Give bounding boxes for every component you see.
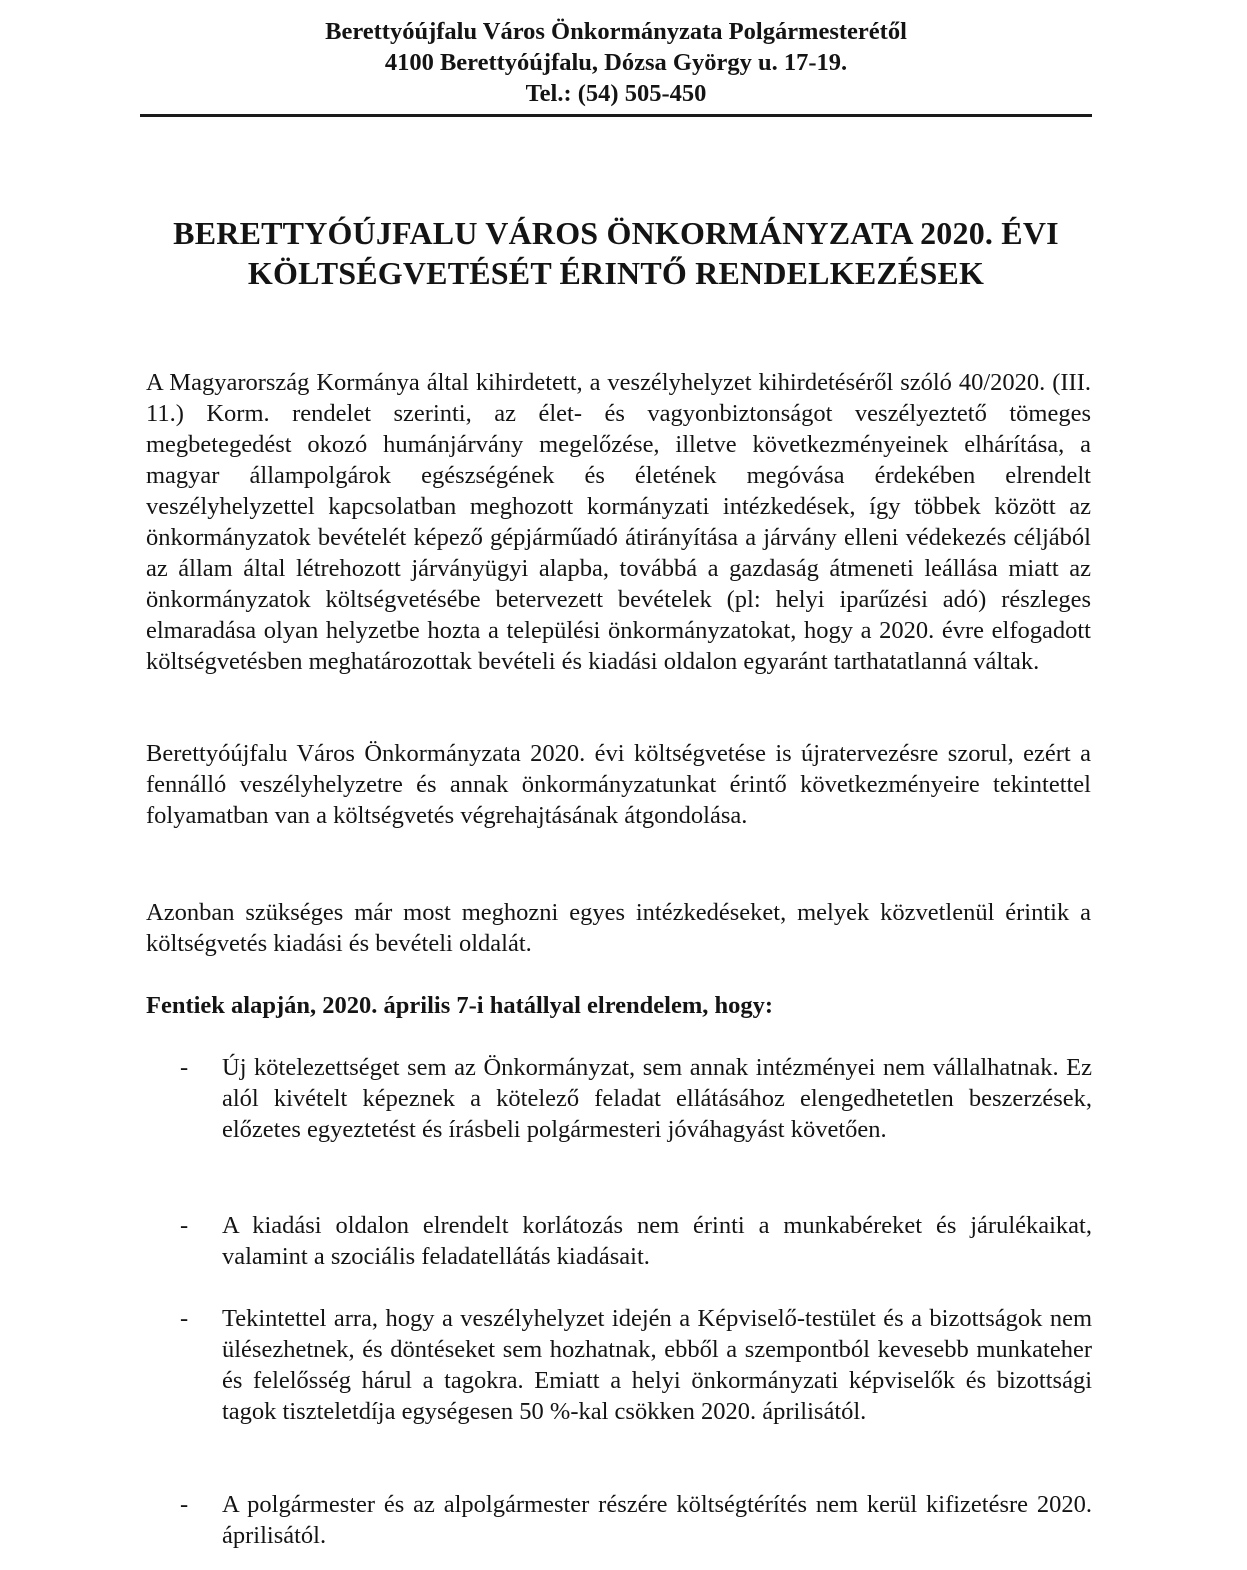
list-dash: - — [180, 1054, 189, 1081]
list-item-text: Új kötelezettséget sem az Önkormányzat, sem annak intézményei nem vállalhatnak. Ez alól kivételt képeznek a kötelező feladat ellátásához elengedhetetlen beszerzések, előzetes egyeztetést és írásbeli polgármesteri jóváhagyást követően. — [222, 1054, 1092, 1143]
letterhead — [140, 16, 1092, 109]
list-item-text: A kiadási oldalon elrendelt korlátozás nem érinti a munkabéreket és járulékaikat, valamint a szociális feladatellátás kiadásait. — [222, 1212, 1092, 1270]
list-dash: - — [180, 1305, 189, 1332]
letterhead-divider — [140, 114, 1092, 117]
letterhead-phone: Tel.: (54) 505-450 — [525, 80, 707, 107]
decree-intro: Fentiek alapján, 2020. április 7-i hatállyal elrendelem, hogy: — [146, 992, 774, 1019]
document-title — [140, 213, 1092, 293]
letterhead-address: 4100 Berettyóújfalu, Dózsa György u. 17-19. — [384, 49, 848, 76]
paragraph-budget-replanning: Berettyóújfalu Város Önkormányzata 2020. évi költségvetése is újratervezésre szorul, ezért a fennálló veszélyhelyzetre és annak önkormányzatunkat érintő következményeire tekintettel folyamatban van a költségvetés végrehajtásának átgondolása. — [146, 740, 1091, 829]
paragraph-measures-needed: Azonban szükséges már most meghozni egyes intézkedéseket, melyek közvetlenül érintik a költségvetés kiadási és bevételi oldalát. — [146, 899, 1091, 957]
document-title-line-1: BERETTYÓÚJFALU VÁROS ÖNKORMÁNYZATA 2020. ÉVI — [173, 215, 1059, 251]
list-dash: - — [180, 1212, 189, 1239]
document-title-line-2: KÖLTSÉGVETÉSÉT ÉRINTŐ RENDELKEZÉSEK — [247, 255, 985, 291]
list-item-text: A polgármester és az alpolgármester részére költségtérítés nem kerül kifizetésre 2020. áprilisától. — [222, 1491, 1092, 1549]
list-item-text: Tekintettel arra, hogy a veszélyhelyzet idején a Képviselő-testület és a bizottságok nem ülésezhetnek, és döntéseket sem hozhatnak, ebből a szempontból kevesebb munkateher és felelősség hárul a tagokra. Emiatt a helyi önkormányzati képviselők és bizottsági tagok tiszteletdíja egységesen 50 %-kal csökken 2020. áprilisától. — [222, 1305, 1092, 1425]
list-dash: - — [180, 1491, 189, 1518]
paragraph-context: A Magyarország Kormánya által kihirdetett, a veszélyhelyzet kihirdetéséről szóló 40/2020. (III. 11.) Korm. rendelet szerinti, az élet- és vagyonbiztonságot veszélyeztető tömeges megbetegedést okozó humánjárvány megelőzése, illetve következményeinek elhárítása, a magyar állampolgárok egészségének és életének megóvása érdekében elrendelt veszélyhelyzettel kapcsolatban meghozott kormányzati intézkedések, így többek között az önkormányzatok bevételét képező gépjárműadó átirányítása a járvány elleni védekezés céljából az állam által létrehozott járványügyi alapba, továbbá a gazdaság átmeneti leállása miatt az önkormányzatok költségvetésébe betervezett bevételek (pl: helyi iparűzési adó) részleges elmaradása olyan helyzetbe hozta a települési önkormányzatokat, hogy a 2020. évre elfogadott költségvetésben meghatározottak bevételi és kiadási oldalon egyaránt tarthatatlanná váltak. — [146, 369, 1091, 675]
letterhead-sender: Berettyóújfalu Város Önkormányzata Polgármesterétől — [325, 18, 907, 45]
